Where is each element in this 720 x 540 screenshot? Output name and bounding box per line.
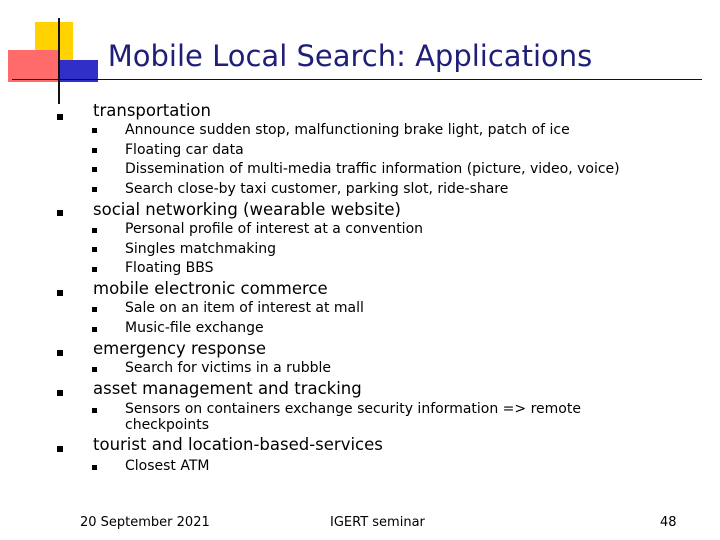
- list-item: Floating car data: [125, 142, 244, 158]
- sub-bullet-icon: [92, 367, 97, 372]
- sub-bullet-icon: [92, 228, 97, 233]
- section-label: asset management and tracking: [93, 379, 362, 398]
- bullet-icon: [57, 350, 63, 356]
- bullet-icon: [57, 114, 63, 120]
- sub-bullet-icon: [92, 187, 97, 192]
- list-item: Sensors on containers exchange security information => remote checkpoints: [125, 401, 581, 433]
- section-label: mobile electronic commerce: [93, 279, 328, 298]
- sub-bullet-icon: [92, 327, 97, 332]
- sub-bullet-icon: [92, 307, 97, 312]
- list-item: Singles matchmaking: [125, 241, 277, 257]
- bullet-icon: [57, 446, 63, 452]
- list-item: Search for victims in a rubble: [125, 360, 332, 376]
- bullet-icon: [57, 390, 63, 396]
- sub-bullet-icon: [92, 148, 97, 153]
- slide-title: Mobile Local Search: Applications: [107, 39, 593, 73]
- sub-bullet-icon: [92, 465, 97, 470]
- sub-bullet-icon: [92, 128, 97, 133]
- list-item: Music-file exchange: [125, 320, 264, 336]
- sub-bullet-icon: [92, 247, 97, 252]
- section-label: transportation: [93, 101, 211, 120]
- bullet-icon: [57, 290, 63, 296]
- list-item: Personal profile of interest at a convention: [125, 221, 424, 237]
- sub-bullet-icon: [92, 267, 97, 272]
- sub-bullet-icon: [92, 167, 97, 172]
- list-item: Dissemination of multi-media traffic information (picture, video, voice): [125, 161, 620, 177]
- sub-bullet-icon: [92, 408, 97, 413]
- footer-date: 20 September 2021: [80, 515, 210, 530]
- list-item: Announce sudden stop, malfunctioning brake light, patch of ice: [125, 122, 570, 138]
- list-item: Closest ATM: [125, 458, 210, 474]
- section-label: tourist and location-based-services: [93, 435, 383, 454]
- bullet-icon: [57, 210, 63, 216]
- decor-horizontal-line: [12, 79, 702, 80]
- list-item: Search close-by taxi customer, parking slot, ride-share: [125, 181, 509, 197]
- section-label: social networking (wearable website): [93, 200, 401, 219]
- list-item: Floating BBS: [125, 260, 214, 276]
- page-number: 48: [660, 515, 677, 530]
- footer-center: IGERT seminar: [330, 515, 425, 530]
- list-item: Sale on an item of interest at mall: [125, 300, 364, 316]
- section-label: emergency response: [93, 339, 266, 358]
